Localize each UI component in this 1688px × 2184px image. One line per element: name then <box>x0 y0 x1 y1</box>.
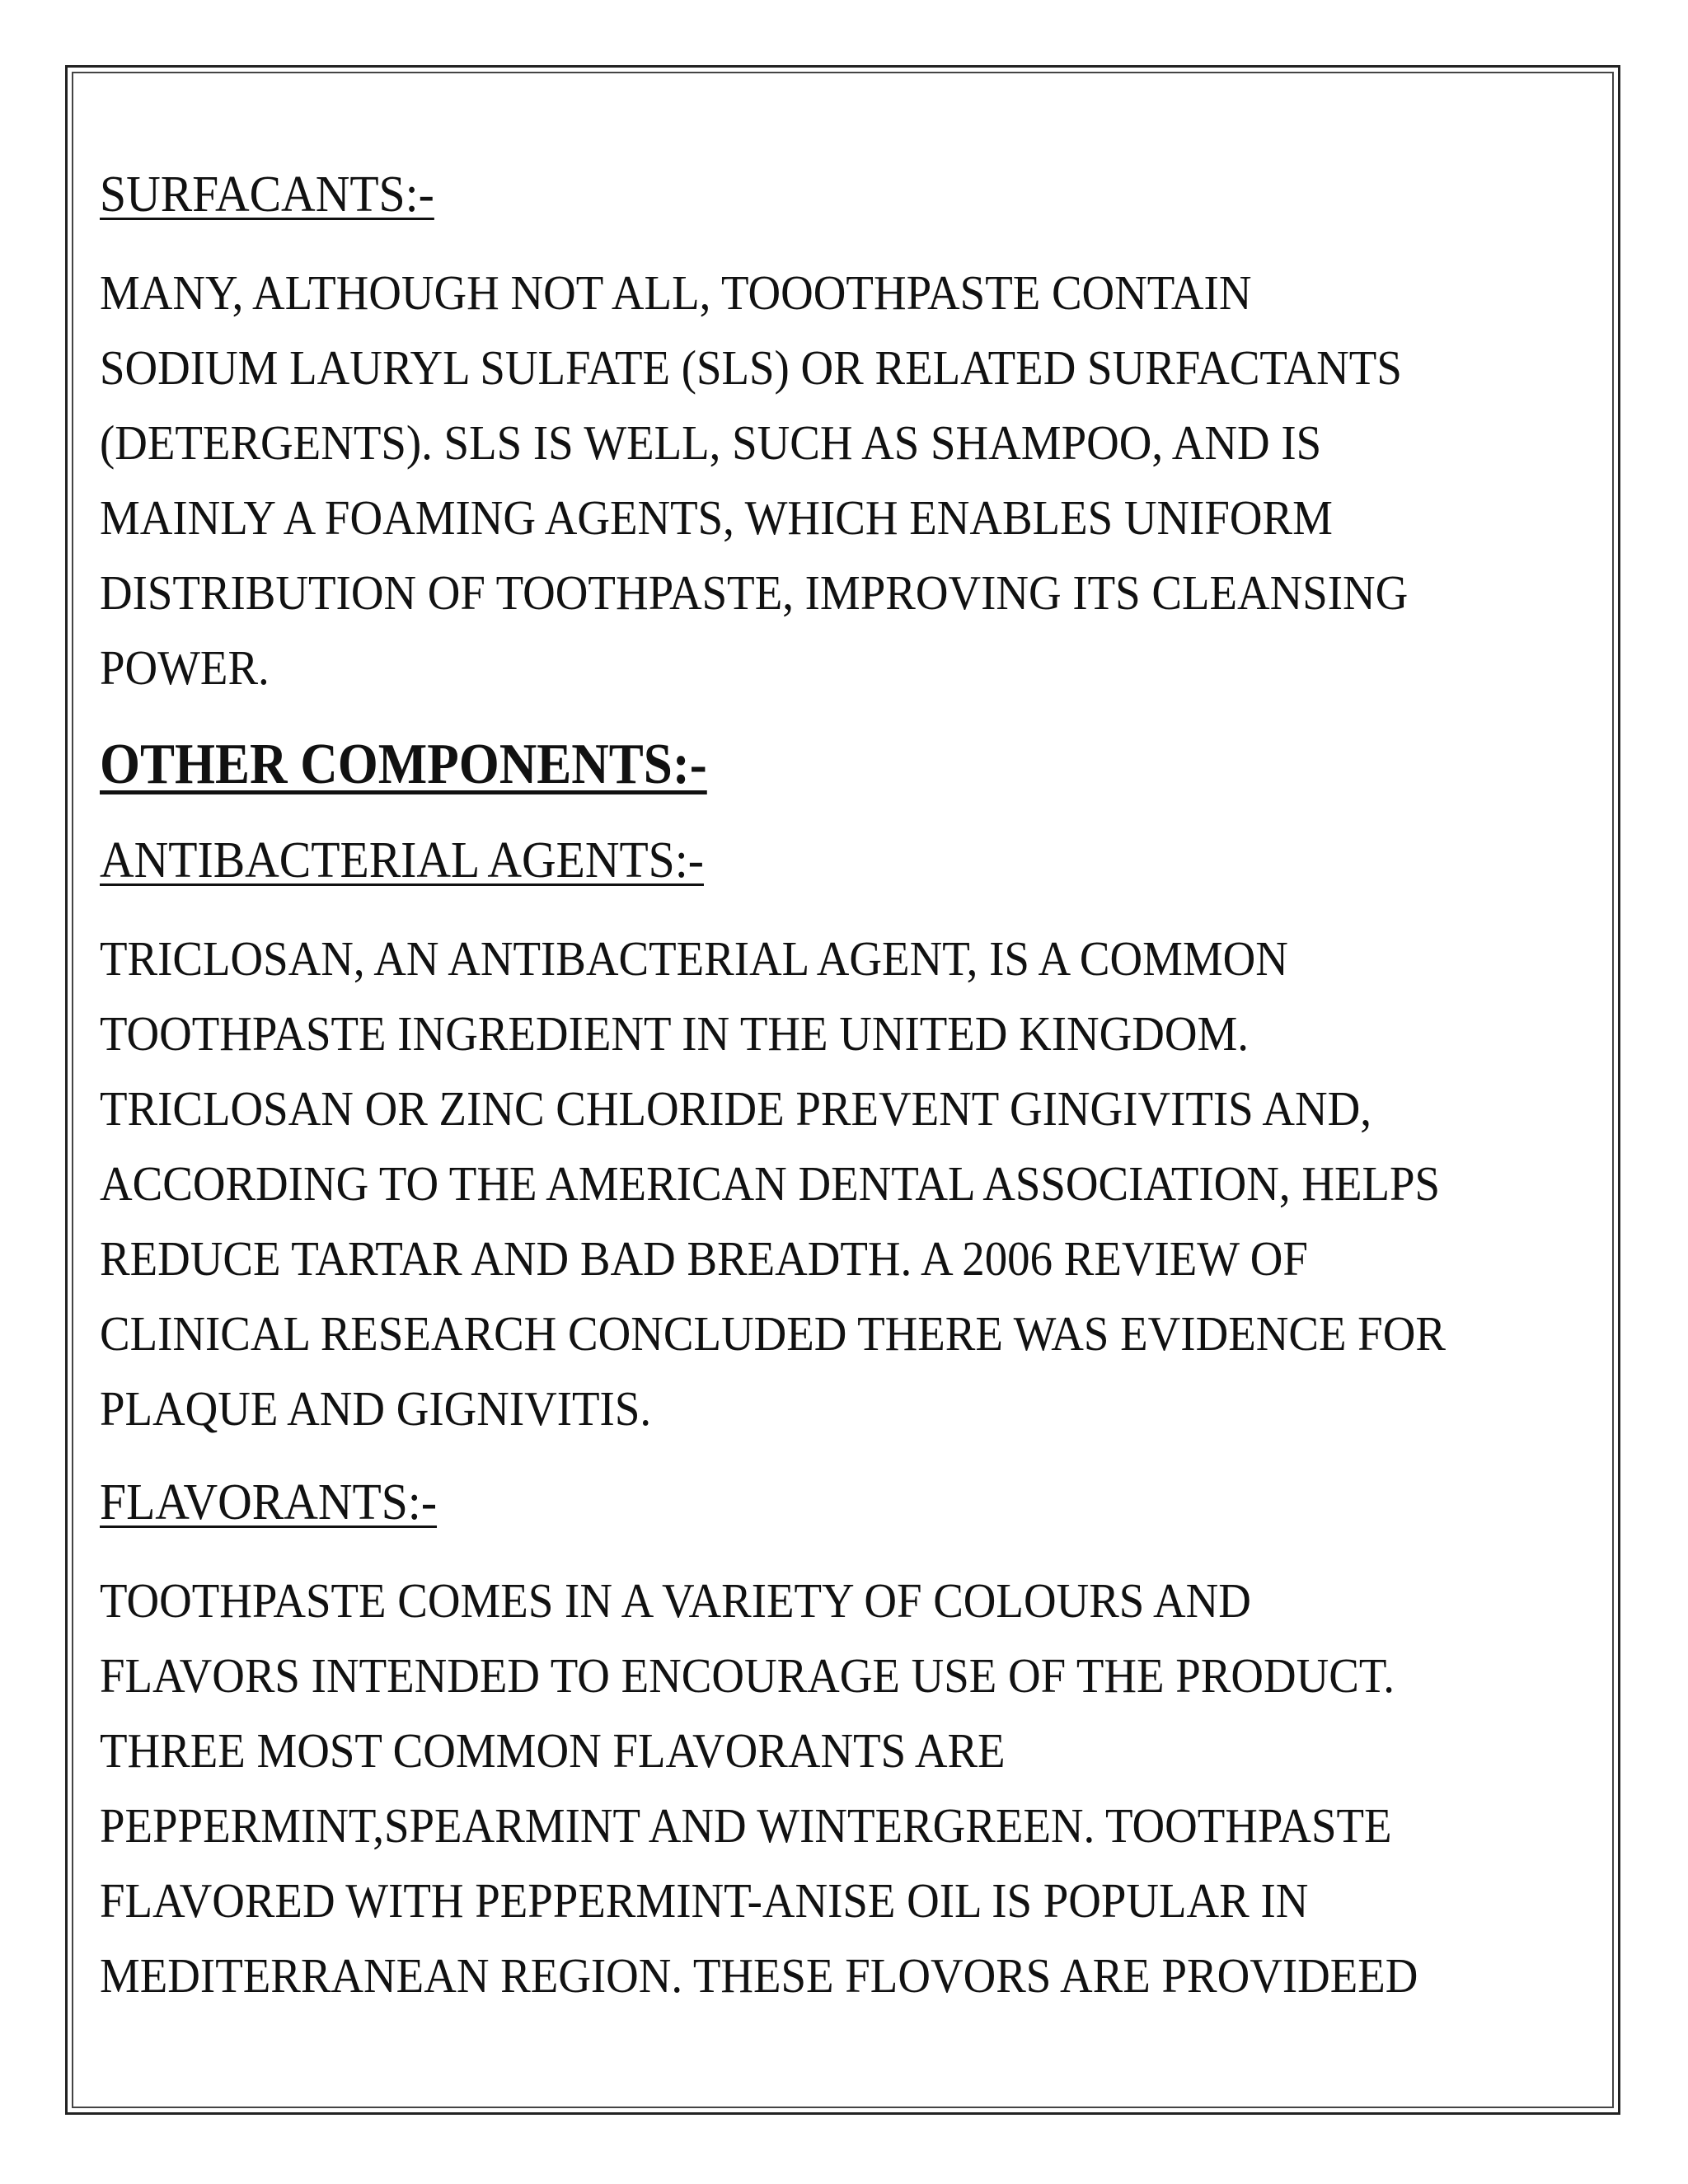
flavorants-heading: FLAVORANTS:- <box>100 1474 438 1530</box>
antibacterial-heading: ANTIBACTERIAL AGENTS:- <box>100 832 704 888</box>
document-body <box>100 165 1608 2040</box>
paragraph-line: TOOTHPASTE INGREDIENT IN THE UNITED KINGDOM. <box>100 1006 1250 1061</box>
paragraph-line: CLINICAL RESEARCH CONCLUDED THERE WAS EVIDENCE FOR <box>100 1306 1446 1361</box>
paragraph-line: MEDITERRANEAN REGION. THESE FLOVORS ARE PROVIDEED <box>100 1948 1418 2003</box>
paragraph-line: SODIUM LAURYL SULFATE (SLS) OR RELATED SURFACTANTS <box>100 340 1402 395</box>
paragraph-line: (DETERGENTS). SLS IS WELL, SUCH AS SHAMPOO, AND IS <box>100 415 1322 470</box>
flavorants-paragraph <box>100 1563 1608 2013</box>
paragraph-line: REDUCE TARTAR AND BAD BREADTH. A 2006 REVIEW OF <box>100 1231 1308 1286</box>
paragraph-line: TOOTHPASTE COMES IN A VARIETY OF COLOURS AND <box>100 1573 1251 1628</box>
surfactants-paragraph <box>100 255 1608 705</box>
paragraph-line: TRICLOSAN OR ZINC CHLORIDE PREVENT GINGIVITIS AND, <box>100 1081 1372 1136</box>
paragraph-line: DISTRIBUTION OF TOOTHPASTE, IMPROVING ITS CLEANSING <box>100 565 1409 620</box>
paragraph-line: FLAVORED WITH PEPPERMINT-ANISE OIL IS POPULAR IN <box>100 1873 1309 1928</box>
paragraph-line: TRICLOSAN, AN ANTIBACTERIAL AGENT, IS A COMMON <box>100 931 1288 986</box>
surfactants-heading: SURFACANTS:- <box>100 166 434 223</box>
paragraph-line: ACCORDING TO THE AMERICAN DENTAL ASSOCIATION, HELPS <box>100 1156 1441 1211</box>
paragraph-line: FLAVORS INTENDED TO ENCOURAGE USE OF THE PRODUCT. <box>100 1648 1395 1703</box>
paragraph-line: THREE MOST COMMON FLAVORANTS ARE <box>100 1723 1006 1778</box>
antibacterial-paragraph <box>100 921 1608 1446</box>
paragraph-line: MANY, ALTHOUGH NOT ALL, TOOOTHPASTE CONTAIN <box>100 265 1252 320</box>
paragraph-line: PEPPERMINT,SPEARMINT AND WINTERGREEN. TOOTHPASTE <box>100 1798 1392 1853</box>
paragraph-line: MAINLY A FOAMING AGENTS, WHICH ENABLES UNIFORM <box>100 490 1333 545</box>
paragraph-line: POWER. <box>100 640 270 695</box>
other-components-heading: OTHER COMPONENTS:- <box>100 733 707 796</box>
paragraph-line: PLAQUE AND GIGNIVITIS. <box>100 1381 652 1436</box>
